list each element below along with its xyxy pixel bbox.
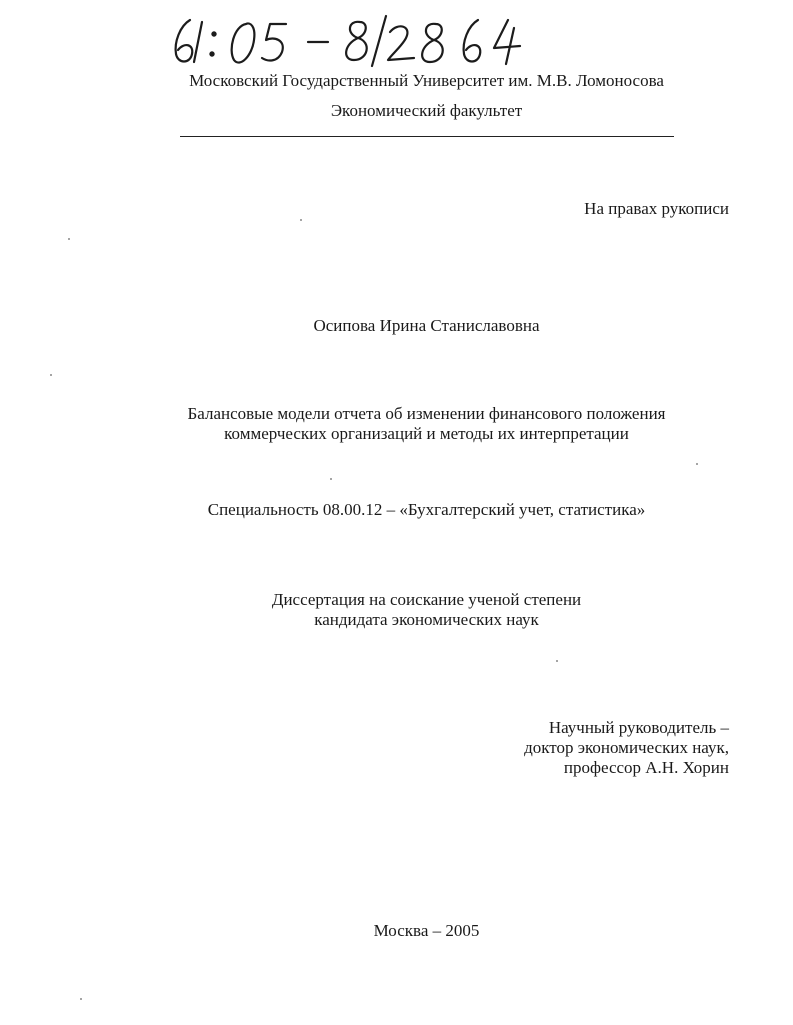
- handwritten-archive-number: [168, 10, 548, 68]
- header-divider: [180, 136, 674, 137]
- scan-speck: [696, 463, 698, 465]
- scan-speck: [80, 998, 82, 1000]
- scan-speck: [330, 478, 332, 480]
- author-name: Осипова Ирина Станиславовна: [313, 316, 540, 335]
- scan-speck: [556, 660, 558, 662]
- specialty-line: Специальность 08.00.12 – «Бухгалтерский учет, статистика»: [207, 500, 646, 519]
- degree-line-1: Диссертация на соискание ученой степени: [271, 590, 582, 609]
- scan-speck: [68, 238, 70, 240]
- faculty-name: Экономический факультет: [330, 101, 523, 120]
- supervisor-line-1: Научный руководитель –: [548, 718, 729, 737]
- university-name: Московский Государственный Университет им. М.В. Ломоносова: [189, 71, 664, 90]
- degree-line-2: кандидата экономических наук: [314, 610, 539, 629]
- scan-speck: [50, 374, 52, 376]
- manuscript-note: На правах рукописи: [584, 199, 729, 218]
- dissertation-title-line-1: Балансовые модели отчета об изменении финансового положения: [187, 404, 666, 423]
- dissertation-title-line-2: коммерческих организаций и методы их интерпретации: [224, 424, 629, 443]
- city-year: Москва – 2005: [373, 921, 480, 940]
- supervisor-line-3: профессор А.Н. Хорин: [563, 758, 729, 777]
- supervisor-line-2: доктор экономических наук,: [524, 738, 729, 757]
- scan-speck: [300, 219, 302, 221]
